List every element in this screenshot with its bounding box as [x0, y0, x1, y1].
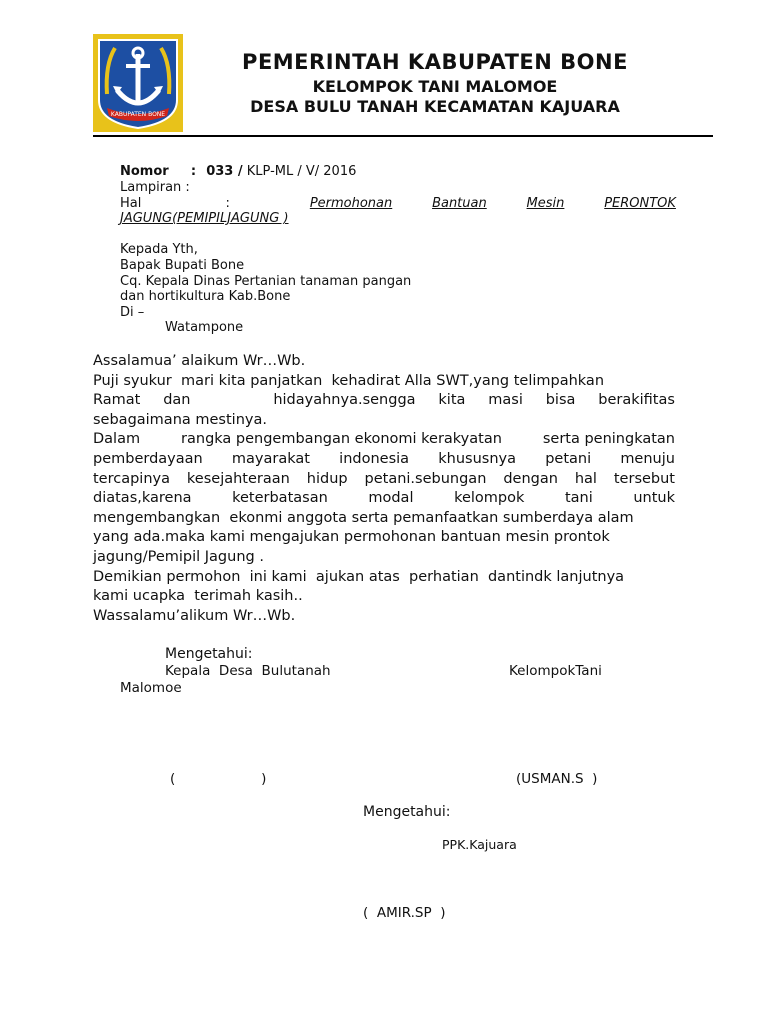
mengetahui-2: Mengetahui:: [363, 804, 451, 820]
p3-line-1: Demikian permohon ini kami ajukan atas perhatian dantindk lanjutnya: [93, 568, 625, 585]
hal-word-2: Bantuan: [432, 196, 487, 211]
p2-line-1: [93, 430, 675, 450]
p2-line-4: [93, 489, 675, 509]
kepala-desa-label: Kepala Desa Bulutanah: [165, 663, 331, 679]
hal-label: Hal: [120, 196, 142, 211]
p1-line-1: Puji syukur mari kita panjatkan kehadirat Alla SWT,yang telimpahkan: [93, 372, 605, 389]
header-subtitle-village: DESA BULU TANAH KECAMATAN KAJUARA: [250, 97, 620, 116]
hal-word-3: Mesin: [526, 196, 565, 211]
recipient-line-5: Di –: [120, 305, 145, 320]
header-title: PEMERINTAH KABUPATEN BONE: [242, 50, 628, 74]
p2-line-3: [93, 470, 675, 490]
p3-line-2: kami ucapka terimah kasih..: [93, 588, 303, 605]
nomor-rest: KLP-ML / V/ 2016: [246, 164, 357, 179]
word: kelompok: [454, 490, 525, 507]
word: tercapinya: [93, 470, 170, 487]
nomor-sep: :: [190, 164, 197, 179]
p2-line-6: yang ada.maka kami mengajukan permohonan bantuan mesin prontok: [93, 529, 610, 546]
word: masi: [488, 392, 523, 409]
word: indonesia: [339, 450, 410, 467]
word: keterbatasan: [232, 490, 328, 507]
p2-line-2: [93, 450, 675, 470]
nomor-label: Nomor: [120, 164, 169, 179]
greeting: Assalamua’ alaikum Wr…Wb.: [93, 353, 306, 369]
word: modal: [368, 490, 414, 507]
word: pemberdayaan: [93, 450, 203, 467]
p1-line-2: [93, 391, 675, 411]
mengetahui-1: Mengetahui:: [165, 646, 253, 662]
svg-text:KABUPATEN BONE: KABUPATEN BONE: [110, 111, 166, 118]
word: mayarakat: [231, 450, 310, 467]
word: untuk: [633, 490, 675, 507]
kabupaten-bone-logo: [93, 34, 183, 132]
word: dan: [163, 392, 191, 409]
recipient-line-1: Kepada Yth,: [120, 242, 198, 257]
p2-line-7: jagung/Pemipil Jagung .: [93, 548, 264, 565]
word: berakifitas: [598, 392, 675, 409]
word: hidayahnya.sengga: [273, 392, 416, 409]
recipient-line-2: Bapak Bupati Bone: [120, 258, 245, 273]
word: Dalam: [93, 431, 141, 448]
word: menuju: [620, 450, 675, 467]
word: Ramat: [93, 392, 141, 409]
amir-signature: ( AMIR.SP ): [363, 905, 446, 921]
word: rangka pengembangan ekonomi kerakyatan: [181, 431, 502, 448]
nomor-line: [120, 164, 356, 179]
hal-sep: :: [225, 196, 230, 211]
word: bisa: [545, 392, 576, 409]
word: kita: [438, 392, 466, 409]
recipient-line-6: Watampone: [165, 320, 244, 335]
word: petani.sebungan: [364, 470, 487, 487]
word: hidup: [306, 470, 348, 487]
usman-signature: (USMAN.S ): [516, 771, 598, 787]
word: dengan: [503, 470, 558, 487]
word: tani: [564, 490, 593, 507]
hal-word-4: PERONTOK: [604, 196, 676, 211]
hal-word-1: Permohonan: [309, 196, 393, 211]
hal-line: [120, 196, 676, 211]
word: khususnya: [438, 450, 516, 467]
recipient-line-4: dan hortikultura Kab.Bone: [120, 289, 291, 304]
word: diatas,karena: [93, 490, 192, 507]
closing: Wassalamu’alikum Wr…Wb.: [93, 607, 296, 624]
word: petani: [545, 450, 592, 467]
nomor-value: 033 /: [206, 164, 243, 179]
p2-line-5: mengembangkan ekonmi anggota serta pemanfaatkan sumberdaya alam: [93, 509, 634, 526]
header-rule: [93, 135, 713, 137]
kelompok-tani-label: KelompokTani: [509, 663, 602, 679]
letter-body: [93, 352, 675, 626]
word: serta peningkatan: [542, 431, 675, 448]
p1-line-3: sebagaimana mestinya.: [93, 411, 267, 428]
ppk-label: PPK.Kajuara: [442, 837, 517, 852]
kepala-desa-signature: ( ): [170, 771, 267, 787]
word: tersebut: [613, 470, 675, 487]
lampiran-line: Lampiran :: [120, 180, 190, 195]
word: kesejahteraan: [186, 470, 290, 487]
header-subtitle-group: KELOMPOK TANI MALOMOE: [312, 77, 558, 96]
malomoe-label: Malomoe: [120, 680, 182, 696]
recipient-line-3: Cq. Kepala Dinas Pertanian tanaman pangan: [120, 274, 412, 289]
hal-label-group: [120, 196, 270, 211]
word: hal: [574, 470, 597, 487]
hal-line-2: JAGUNG(PEMIPILJAGUNG ): [120, 211, 289, 226]
